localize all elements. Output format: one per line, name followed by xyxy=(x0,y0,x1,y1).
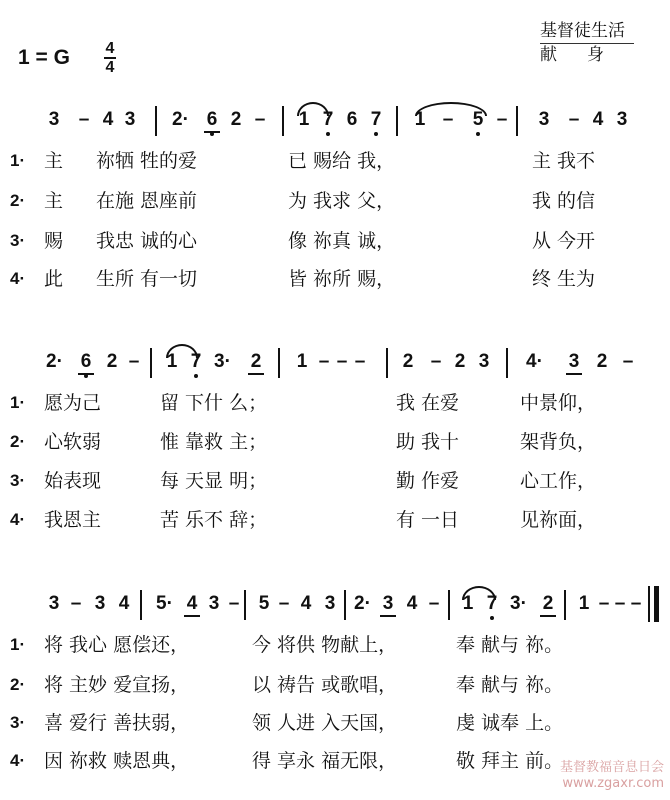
lyric-segment: 虔 诚奉 上。 xyxy=(456,712,564,734)
barline xyxy=(140,590,142,620)
note: – xyxy=(428,593,440,614)
lyric-segment: 在施 恩座前 xyxy=(96,190,198,212)
note: 2· xyxy=(354,593,371,614)
lyric-segment: 因 祢救 赎恩典， xyxy=(44,750,190,772)
note: 1 xyxy=(414,109,426,130)
note: 4 xyxy=(300,593,312,614)
barline xyxy=(344,590,346,620)
note: 6 xyxy=(204,100,220,140)
note: 3 xyxy=(48,593,60,614)
lyric-segment: 将 我心 愿偿还， xyxy=(44,634,190,656)
note: – xyxy=(336,351,348,372)
note: 4 xyxy=(406,593,418,614)
note: – xyxy=(568,109,580,130)
lyric-segment: 得 享永 福无限， xyxy=(252,750,398,772)
note: 4 xyxy=(118,593,130,614)
lyric-segment: 生所 有一切 xyxy=(96,268,198,290)
lyric-segment: 见祢面， xyxy=(520,509,597,531)
lyric-row xyxy=(0,708,670,738)
note: – xyxy=(254,109,266,130)
lyric-segment: 我恩主 xyxy=(44,509,102,531)
note: 3 xyxy=(208,593,220,614)
note: 6 xyxy=(78,342,94,382)
note: 2 xyxy=(106,351,118,372)
note: – xyxy=(354,351,366,372)
lyric-segment: 领 人进 入天国， xyxy=(252,712,398,734)
note: 2 xyxy=(402,351,414,372)
verse-number: 3 · xyxy=(10,466,25,496)
lyric-segment: 以 祷告 或歌唱， xyxy=(252,674,398,696)
note: 7 xyxy=(320,100,336,140)
note: 3 xyxy=(538,109,550,130)
lyric-row xyxy=(0,630,670,660)
watermark-url: www.zgaxr.com xyxy=(562,776,664,791)
note: – xyxy=(630,593,642,614)
note: – xyxy=(318,351,330,372)
lyric-segment: 勤 作爱 xyxy=(396,470,460,492)
collection-name: 基督徒生活 xyxy=(540,21,625,41)
note: 2 xyxy=(230,109,242,130)
note: – xyxy=(78,109,90,130)
note: 3 xyxy=(124,109,136,130)
lyric-row xyxy=(0,427,670,457)
note: 7 xyxy=(484,584,500,624)
lyric-segment: 从 今开 xyxy=(532,230,596,252)
final-barline-thin xyxy=(648,586,650,622)
note: – xyxy=(128,351,140,372)
barline xyxy=(282,106,284,136)
note: – xyxy=(598,593,610,614)
note: 3· xyxy=(214,351,231,372)
note: 6 xyxy=(346,109,358,130)
watermark-name: 基督教福音息日会 xyxy=(559,760,664,775)
lyric-segment: 留 下什 么； xyxy=(160,392,268,414)
lyric-segment: 终 生为 xyxy=(532,268,596,290)
note: 4· xyxy=(526,351,543,372)
barline xyxy=(516,106,518,136)
lyric-row xyxy=(0,670,670,700)
lyric-segment: 架背负， xyxy=(520,431,597,453)
lyric-segment: 主 我不 xyxy=(532,150,596,172)
lyric-segment: 助 我十 xyxy=(396,431,460,453)
notation-system-2 xyxy=(0,342,670,382)
notation-system-1 xyxy=(0,100,670,140)
lyric-segment: 今 将供 物献上， xyxy=(252,634,398,656)
lyric-segment: 主 xyxy=(44,190,64,212)
lyric-segment: 每 天显 明； xyxy=(160,470,268,492)
note: 1 xyxy=(578,593,590,614)
note: – xyxy=(70,593,82,614)
verse-number: 4 · xyxy=(10,264,25,294)
verse-number: 2 · xyxy=(10,186,25,216)
barline xyxy=(244,590,246,620)
barline xyxy=(155,106,157,136)
note: – xyxy=(228,593,240,614)
lyric-row xyxy=(0,505,670,535)
note: 2 xyxy=(248,342,264,382)
note: 4 xyxy=(102,109,114,130)
lyric-segment: 心软弱 xyxy=(44,431,102,453)
verse-number: 3 · xyxy=(10,708,25,738)
note: 4 xyxy=(592,109,604,130)
final-barline-thick xyxy=(654,586,659,622)
barline xyxy=(506,348,508,378)
note: 2 xyxy=(596,351,608,372)
lyric-row xyxy=(0,226,670,256)
lyric-segment: 此 xyxy=(44,268,64,290)
note: 2 xyxy=(540,584,556,624)
note: 1 xyxy=(296,351,308,372)
watermark xyxy=(560,760,664,792)
lyric-segment: 心工作， xyxy=(520,470,597,492)
lyric-segment: 中景仰， xyxy=(520,392,597,414)
lyric-segment: 像 祢真 诚， xyxy=(288,230,396,252)
note: – xyxy=(622,351,634,372)
time-signature-top: 4 xyxy=(105,40,115,57)
hymn-meta xyxy=(540,20,634,66)
note: 3 xyxy=(48,109,60,130)
lyric-segment: 主 xyxy=(44,150,64,172)
verse-number: 2 · xyxy=(10,427,25,457)
verse-number: 3 · xyxy=(10,226,25,256)
lyric-segment: 敬 拜主 前。 xyxy=(456,750,564,772)
lyric-row xyxy=(0,466,670,496)
key-signature: 1 = G xyxy=(18,46,70,69)
notation-system-3 xyxy=(0,584,670,624)
note: 2 xyxy=(454,351,466,372)
note: 5· xyxy=(156,593,173,614)
note: 1 xyxy=(462,593,474,614)
lyric-segment: 为 我求 父， xyxy=(288,190,396,212)
lyric-segment: 有 一日 xyxy=(396,509,460,531)
hymn-title: 献身 xyxy=(540,45,634,65)
note: 5 xyxy=(258,593,270,614)
lyric-segment: 愿为己 xyxy=(44,392,102,414)
note: 3 xyxy=(616,109,628,130)
verse-number: 1 · xyxy=(10,388,25,418)
lyric-segment: 已 赐给 我， xyxy=(288,150,396,172)
note: – xyxy=(278,593,290,614)
note: 3 xyxy=(94,593,106,614)
verse-number: 1 · xyxy=(10,630,25,660)
note: – xyxy=(614,593,626,614)
barline xyxy=(150,348,152,378)
barline xyxy=(396,106,398,136)
lyric-segment: 赐 xyxy=(44,230,64,252)
verse-number: 4 · xyxy=(10,746,25,776)
note: 3 xyxy=(566,342,582,382)
lyric-row xyxy=(0,264,670,294)
note: 7 xyxy=(368,100,384,140)
note: 3 xyxy=(380,584,396,624)
barline xyxy=(278,348,280,378)
note: – xyxy=(442,109,454,130)
lyric-segment: 皆 祢所 赐， xyxy=(288,268,396,290)
verse-number: 1 · xyxy=(10,146,25,176)
barline xyxy=(448,590,450,620)
note: 7 xyxy=(188,342,204,382)
lyric-segment: 惟 靠救 主； xyxy=(160,431,268,453)
lyric-segment: 奉 献与 祢。 xyxy=(456,634,564,656)
note: – xyxy=(496,109,508,130)
lyric-segment: 苦 乐不 辞； xyxy=(160,509,268,531)
verse-number: 4 · xyxy=(10,505,25,535)
lyric-segment: 喜 爱行 善扶弱， xyxy=(44,712,190,734)
note: – xyxy=(430,351,442,372)
note: 1 xyxy=(166,351,178,372)
note: 3 xyxy=(324,593,336,614)
lyric-row xyxy=(0,388,670,418)
barline xyxy=(564,590,566,620)
time-signature xyxy=(100,40,120,76)
lyric-segment: 我 在爱 xyxy=(396,392,460,414)
note: 3· xyxy=(510,593,527,614)
note: 5 xyxy=(470,100,486,140)
note: 2· xyxy=(172,109,189,130)
lyric-segment: 奉 献与 祢。 xyxy=(456,674,564,696)
note: 3 xyxy=(478,351,490,372)
time-signature-bottom: 4 xyxy=(105,59,115,76)
lyric-segment: 祢牺 牲的爱 xyxy=(96,150,198,172)
lyric-segment: 始表现 xyxy=(44,470,102,492)
note: 2· xyxy=(46,351,63,372)
note: 1 xyxy=(298,109,310,130)
lyric-segment: 我忠 诚的心 xyxy=(96,230,198,252)
barline xyxy=(386,348,388,378)
lyric-row xyxy=(0,186,670,216)
lyric-segment: 我 的信 xyxy=(532,190,596,212)
lyric-row xyxy=(0,146,670,176)
note: 4 xyxy=(184,584,200,624)
lyric-segment: 将 主妙 爱宣扬， xyxy=(44,674,190,696)
verse-number: 2 · xyxy=(10,670,25,700)
